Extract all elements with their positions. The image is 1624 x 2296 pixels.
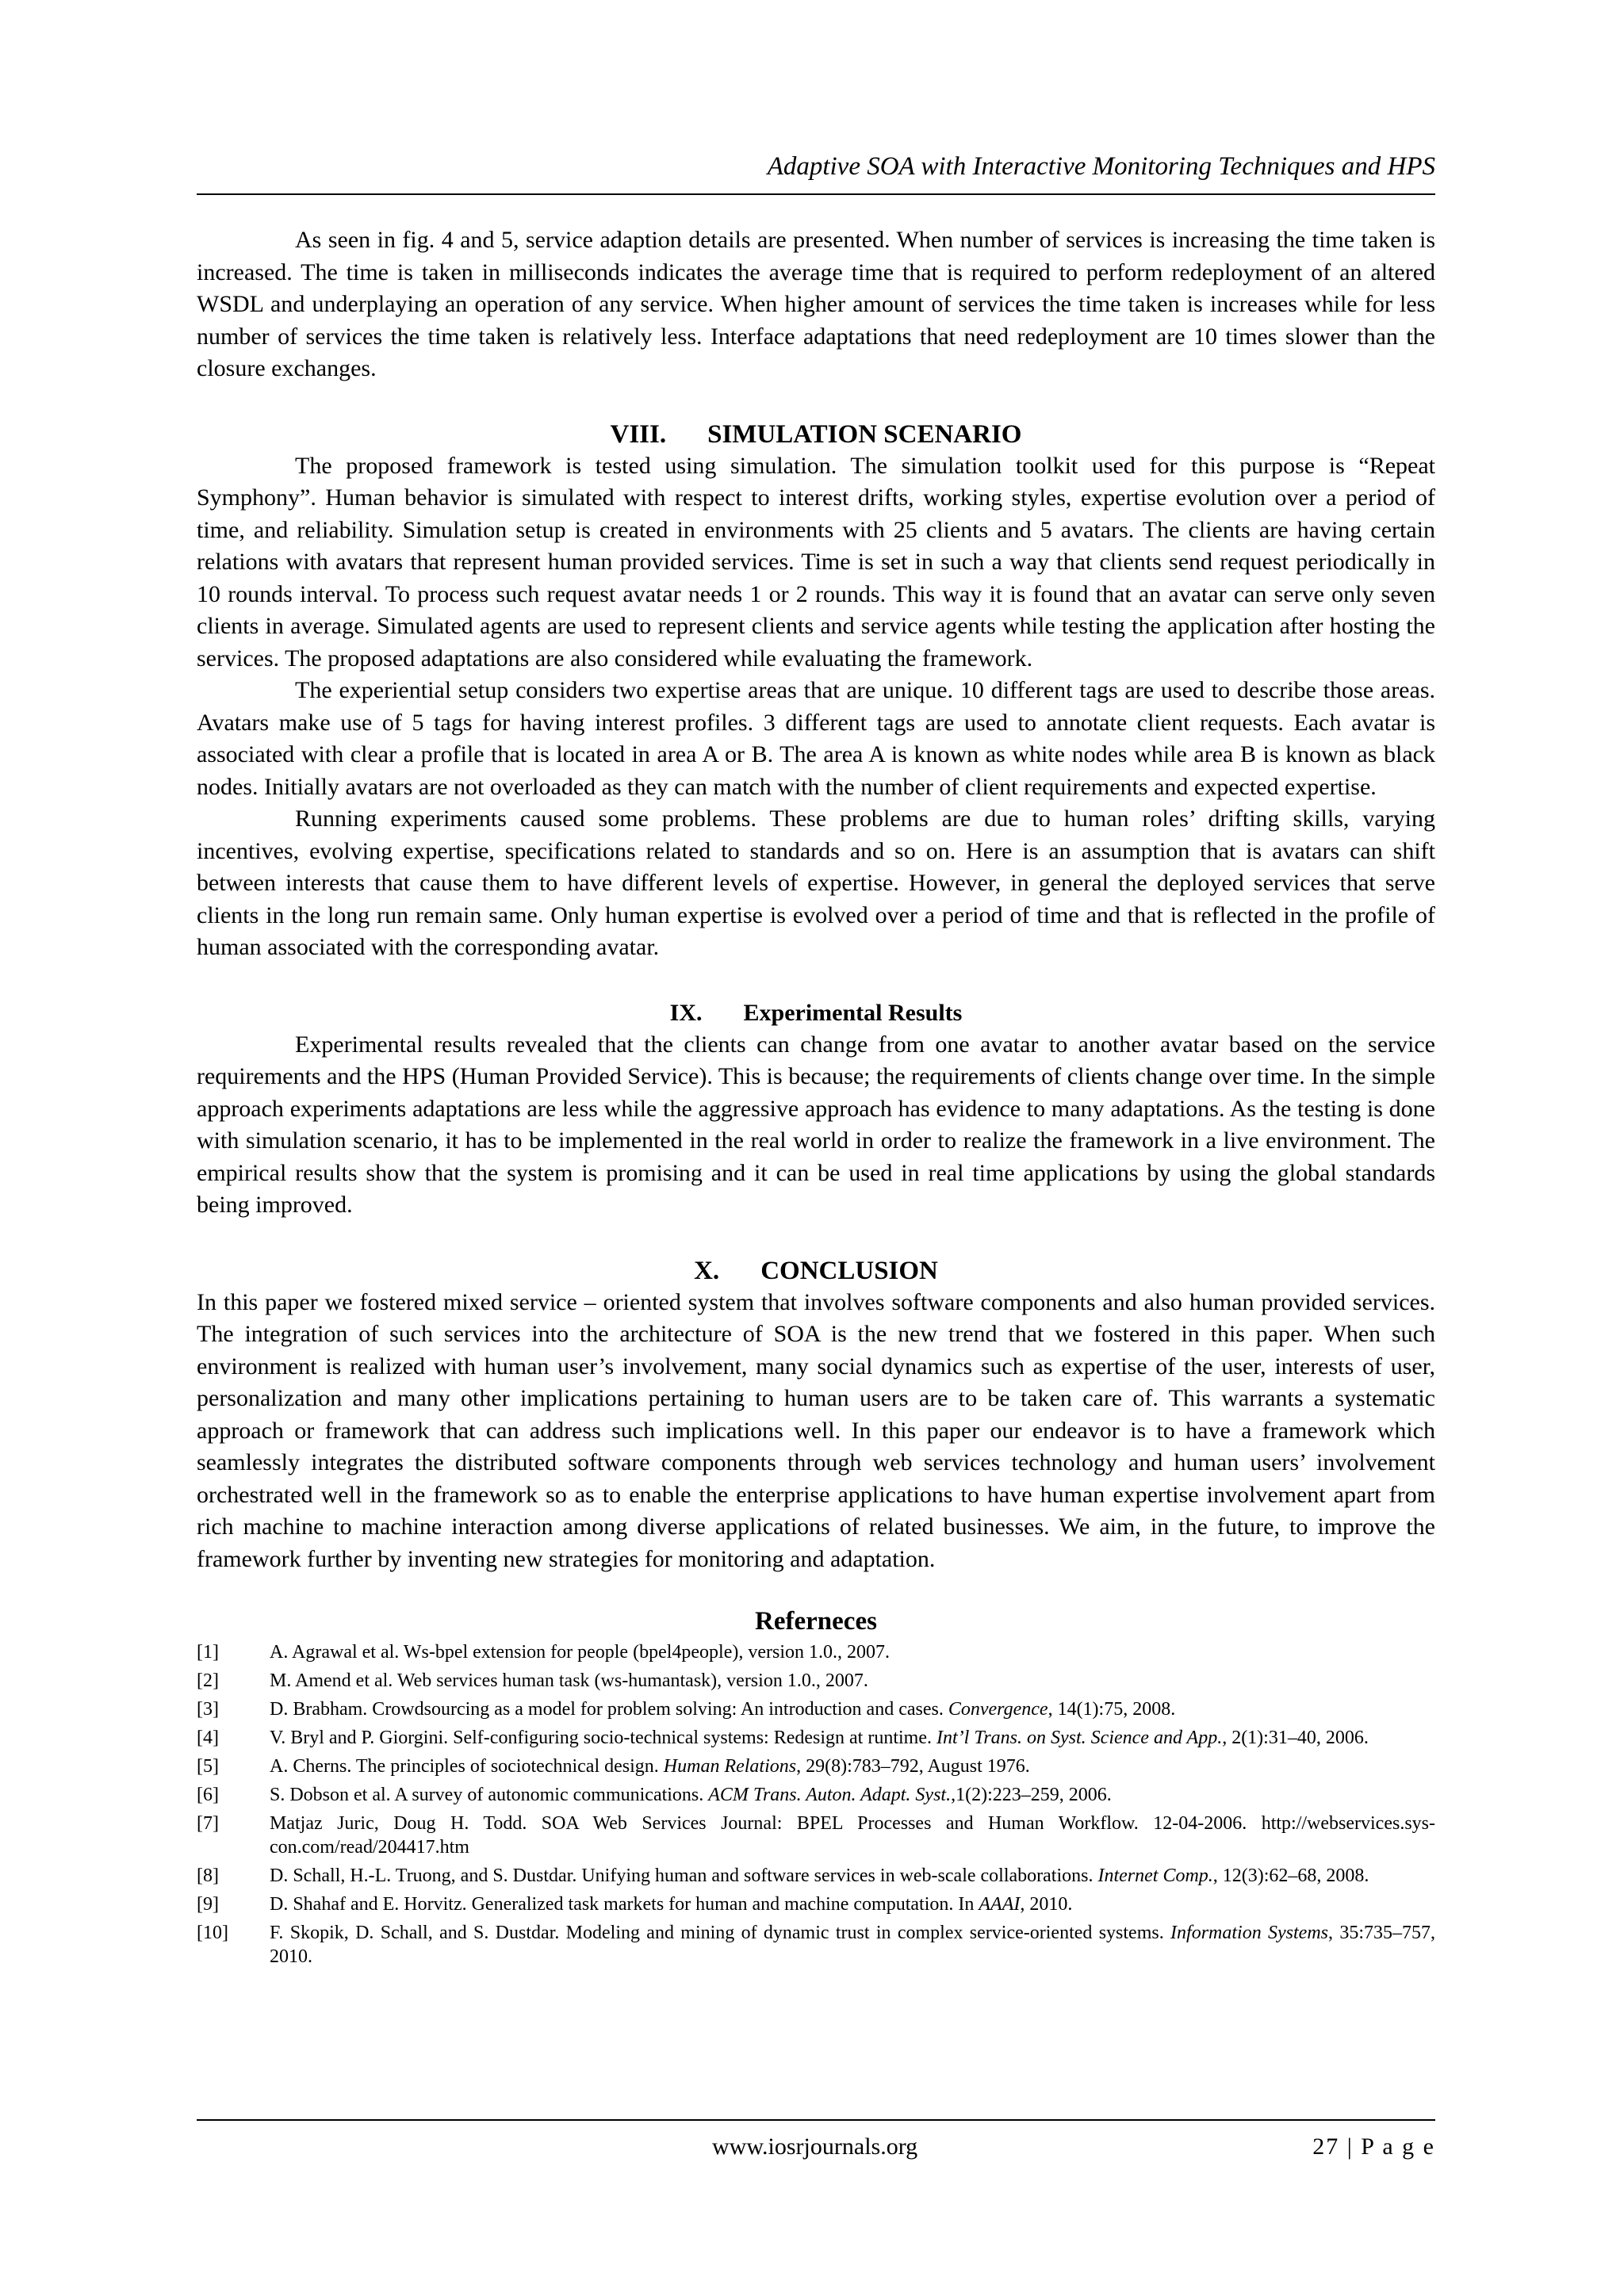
references-heading: Referneces	[755, 1607, 877, 1636]
reference-body: D. Shahaf and E. Horvitz. Generalized task markets for human and machine computation. In	[270, 1894, 979, 1915]
reference-venue: AAAI	[979, 1894, 1021, 1915]
page-content	[197, 224, 1435, 1973]
reference-text	[270, 1755, 1435, 1778]
reference-number: [2]	[197, 1670, 219, 1691]
reference-details: , 29(8):783–792, August 1976.	[796, 1756, 1030, 1777]
reference-venue: Convergence	[948, 1699, 1048, 1720]
reference-details: , 35:735–757, 2010.	[270, 1923, 1436, 1967]
reference-item	[197, 1921, 1435, 1969]
section-title: Experimental Results	[743, 999, 963, 1026]
reference-venue: Int’l Trans. on Syst. Science and App.	[936, 1728, 1223, 1748]
paragraph: The experiential setup considers two expertise areas that are unique. 10 different tags are used to describe those areas. Avatars make use of 5 tags for having interest profiles. 3 different tags are used to annotate client requests. Each avatar is associated with clear a profile that is located in area A or B. The area A is known as white nodes while area B is known as black nodes. Initially avatars are not overloaded as they can match with the number of client requirements and expected expertise.	[197, 677, 1435, 800]
reference-text	[270, 1669, 1435, 1693]
reference-body: D. Schall, H.-L. Truong, and S. Dustdar. Unifying human and software services in web-scale collaborations.	[270, 1866, 1098, 1886]
paragraph: Experimental results revealed that the clients can change from one avatar to another avatar based on the service requirements and the HPS (Human Provided Service). This is because; the requirements of clients change over time. In the simple approach experiments adaptations are less while the aggressive approach has evidence to many adaptations. As the testing is done with simulation scenario, it has to be implemented in the real world in order to realize the framework in a live environment. The empirical results show that the system is promising and it can be used in real time applications by using the global standards being improved.	[197, 1031, 1435, 1218]
reference-number: [9]	[197, 1894, 219, 1915]
paragraph: Running experiments caused some problems. These problems are due to human roles’ drifting skills, varying incentives, evolving expertise, specifications related to standards and so on. Here is an assumption that is avatars can shift between interests that cause them to have different levels of expertise. However, in general the deployed services that serve clients in the long run remain same. Only human expertise is evolved over a period of time and that is reflected in the profile of human associated with the corresponding avatar.	[197, 806, 1435, 960]
reference-text	[270, 1892, 1435, 1916]
reference-body: Matjaz Juric, Doug H. Todd. SOA Web Services Journal: BPEL Processes and Human Workflow. 12-04-2006. http://webservices.sys-con.com/read/204417.htm	[270, 1813, 1435, 1858]
reference-item	[197, 1669, 1435, 1693]
reference-body: S. Dobson et al. A survey of autonomic communications.	[270, 1785, 709, 1805]
reference-text	[270, 1864, 1435, 1888]
reference-text	[270, 1697, 1435, 1721]
header-rule	[197, 193, 1435, 195]
reference-item	[197, 1640, 1435, 1664]
reference-item	[197, 1812, 1435, 1859]
section-heading-results	[197, 997, 1435, 1029]
reference-details: , 2(1):31–40, 2006.	[1222, 1728, 1369, 1748]
journal-website: www.iosrjournals.org	[712, 2133, 918, 2160]
reference-number: [10]	[197, 1923, 228, 1943]
reference-number: [4]	[197, 1728, 219, 1748]
reference-item	[197, 1864, 1435, 1888]
reference-text	[270, 1783, 1435, 1807]
section-number: X.	[694, 1256, 720, 1285]
footer-rule	[197, 2119, 1435, 2121]
reference-body: D. Brabham. Crowdsourcing as a model for problem solving: An introduction and cases.	[270, 1699, 948, 1720]
section-title: SIMULATION SCENARIO	[707, 419, 1022, 449]
section-title: CONCLUSION	[760, 1256, 938, 1285]
reference-text	[270, 1921, 1435, 1969]
reference-details: , 14(1):75, 2008.	[1048, 1699, 1176, 1720]
paragraph: The proposed framework is tested using simulation. The simulation toolkit used for this purpose is “Repeat Symphony”. Human behavior is simulated with respect to interest drifts, working styles, expertise evolution over a period of time, and reliability. Simulation setup is created in environments with 25 clients and 5 avatars. The clients are having certain relations with avatars that represent human provided services. Time is set in such a way that clients send request periodically in 10 rounds interval. To process such request avatar needs 1 or 2 rounds. This way it is found that an avatar can serve only seven clients in average. Simulated agents are used to represent clients and service agents while testing the application after hosting the services. The proposed adaptations are also considered while evaluating the framework.	[197, 452, 1435, 672]
reference-number: [7]	[197, 1813, 219, 1834]
reference-venue: Internet Comp.	[1097, 1866, 1213, 1886]
reference-venue: Human Relations	[663, 1756, 797, 1777]
reference-venue: Information Systems	[1170, 1923, 1329, 1943]
page-footer	[197, 2131, 1435, 2163]
reference-details: , 2010.	[1020, 1894, 1073, 1915]
reference-body: A. Agrawal et al. Ws-bpel extension for people (bpel4people), version 1.0., 2007.	[270, 1642, 891, 1663]
section-heading-conclusion	[197, 1255, 1435, 1287]
reference-text	[270, 1640, 1435, 1664]
reference-body: F. Skopik, D. Schall, and S. Dustdar. Modeling and mining of dynamic trust in complex service-oriented systems.	[270, 1923, 1171, 1943]
intro-paragraph: As seen in fig. 4 and 5, service adaption details are presented. When number of services is increasing the time taken is increased. The time is taken in milliseconds indicates the average time that is required to perform redeployment of an altered WSDL and underplaying an operation of any service. When higher amount of services the time taken is increases while for less number of services the time taken is relatively less. Interface adaptations that need redeployment are 10 times slower than the closure exchanges.	[197, 227, 1435, 381]
section-number: IX.	[669, 999, 703, 1026]
paragraph: In this paper we fostered mixed service – oriented system that involves software components and also human provided services. The integration of such services into the architecture of SOA is the new trend that we fostered in this paper. When such environment is realized with human user’s involvement, many social dynamics such as expertise of the user, interests of user, personalization and many other implications pertaining to human users are to be taken care of. This warrants a systematic approach or framework that can address such implications well. In this paper our endeavor is to have a framework which seamlessly integrates the distributed software components through web services technology and human users’ involvement orchestrated well in the framework so as to enable the enterprise applications to have human expertise involvement apart from rich machine to machine interaction among diverse applications of related businesses. We aim, in the future, to improve the framework further by inventing new strategies for monitoring and adaptation.	[197, 1288, 1435, 1572]
reference-number: [6]	[197, 1785, 219, 1805]
reference-text	[270, 1726, 1435, 1750]
reference-body: A. Cherns. The principles of sociotechnical design.	[270, 1756, 664, 1777]
reference-details: , 12(3):62–68, 2008.	[1212, 1866, 1369, 1886]
reference-item	[197, 1726, 1435, 1750]
reference-item	[197, 1892, 1435, 1916]
reference-number: [1]	[197, 1642, 219, 1663]
reference-number: [3]	[197, 1699, 219, 1720]
reference-venue: ACM Trans. Auton. Adapt. Syst.	[708, 1785, 952, 1805]
running-header: Adaptive SOA with Interactive Monitoring Techniques and HPS	[767, 152, 1435, 181]
reference-list	[197, 1640, 1435, 1969]
reference-item	[197, 1697, 1435, 1721]
section-number: VIII.	[610, 419, 667, 449]
reference-body: V. Bryl and P. Giorgini. Self-configuring socio-technical systems: Redesign at runtime.	[270, 1728, 936, 1748]
section-heading-simulation	[197, 419, 1435, 450]
reference-item	[197, 1783, 1435, 1807]
reference-number: [5]	[197, 1756, 219, 1777]
reference-body: M. Amend et al. Web services human task (ws-humantask), version 1.0., 2007.	[270, 1670, 868, 1691]
reference-details: ,1(2):223–259, 2006.	[951, 1785, 1112, 1805]
reference-item	[197, 1755, 1435, 1778]
reference-text	[270, 1812, 1435, 1859]
reference-number: [8]	[197, 1866, 219, 1886]
page-number: 27 | P a g e	[1312, 2133, 1435, 2160]
